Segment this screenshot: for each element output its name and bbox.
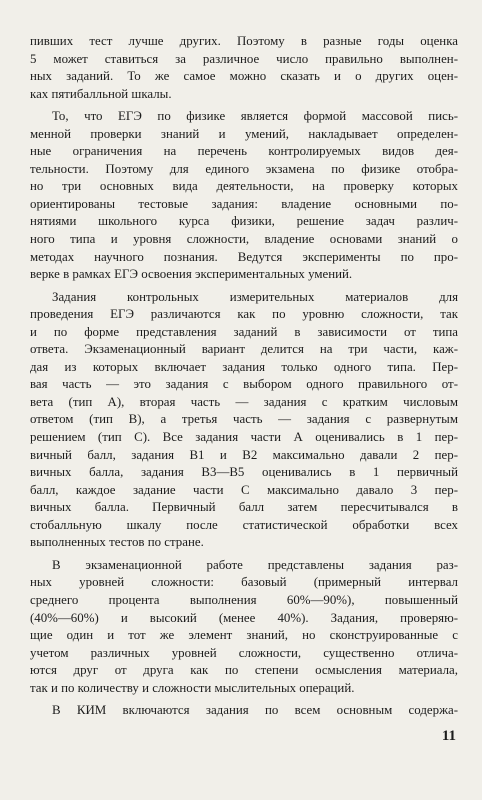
paragraph [30,33,458,103]
text-line: В КИМ включаются задания по всем основным содержа- [52,703,458,718]
paragraph [30,289,458,552]
text-line: В экзаменационной работе представлены задания раз- [52,557,458,572]
text-line: но три основных вида деятельности, на проверку которых [30,179,458,194]
text-line: вичных балла. Первичный балл затем пересчитывался в [30,500,458,515]
text-line: То, что ЕГЭ по физике является формой массовой пись- [52,109,458,124]
text-line: Задания контрольных измерительных материалов для [52,289,458,304]
text-line: дая из которых включает задания только одного типа. Пер- [30,359,458,374]
text-line: тельности. Поэтому для единого экзамена по физике отобра- [30,161,458,176]
text-line: балл, каждое задание части С максимально давало 3 пер- [30,482,458,497]
text-line: ются друг от друга как по степени осмысления материала, [30,663,458,678]
text-line: ориентированы тестовые задания: владение основными по- [30,196,458,211]
page-number: 11 [441,728,456,744]
text-line: ного типа и уровня сложности, владение основами знаний о [30,232,458,247]
text-line: ответом (тип В), а третья часть — задания с развернутым [30,412,458,427]
text-line: пивших тест лучше других. Поэтому в разные годы оценка [30,34,458,48]
paragraph [30,108,458,283]
text-line: решением (тип С). Все задания части А оценивались в 1 пер- [30,430,458,445]
text-line: проведения ЕГЭ различаются как по уровню сложности, так [30,307,458,322]
text-line: вичный балл, задания В1 и В2 максимально давали 2 пер- [30,447,458,462]
text-line: среднего процента выполнения 60%—90%), повышенный [30,592,458,607]
text-line: ках пятибалльной шкалы. [30,86,172,101]
text-line: выполненных тестов по стране. [30,535,204,550]
text-line: методах научного познания. Ведутся эксперименты по про- [30,249,458,264]
text-line: щие один и тот же элемент знаний, но сконструированные с [30,628,458,643]
text-line: вая часть — это задания с выбором одного правильного от- [30,377,458,392]
page-body-text [30,33,458,725]
text-line: ных заданий. То же самое можно сказать и о других оцен- [30,69,458,84]
text-line: ные ограничения на перечень контролируемых видов дея- [30,144,458,159]
text-line: стобалльную шкалу после статистической обработки всех [30,517,458,532]
text-line: ответа. Экзаменационный вариант делится на три части, каж- [30,342,458,357]
paragraph [30,702,458,720]
text-line: (40%—60%) и высокий (менее 40%). Задания, проверяю- [30,610,458,625]
text-line: так и по количеству и сложности мыслительных операций. [30,680,355,695]
text-line: менной проверки знаний и умений, накладывает определен- [30,126,458,141]
text-line: нятиями школьного курса физики, решение задач различ- [30,214,458,229]
text-line: вета (тип А), вторая часть — задания с кратким числовым [30,394,458,409]
text-line: ных уровней сложности: базовый (примерный интервал [30,575,458,590]
text-line: учетом различных уровней сложности, существенно отлича- [30,645,458,660]
text-line: 5 может ставиться за различное число правильно выполнен- [30,51,458,66]
text-line: вичных балла, задания В3—В5 оценивались в 1 первичный [30,465,458,480]
paragraph [30,557,458,697]
text-line: верке в рамках ЕГЭ освоения экспериментальных умений. [30,267,353,282]
text-line: и по форме представления заданий в зависимости от типа [30,324,458,339]
